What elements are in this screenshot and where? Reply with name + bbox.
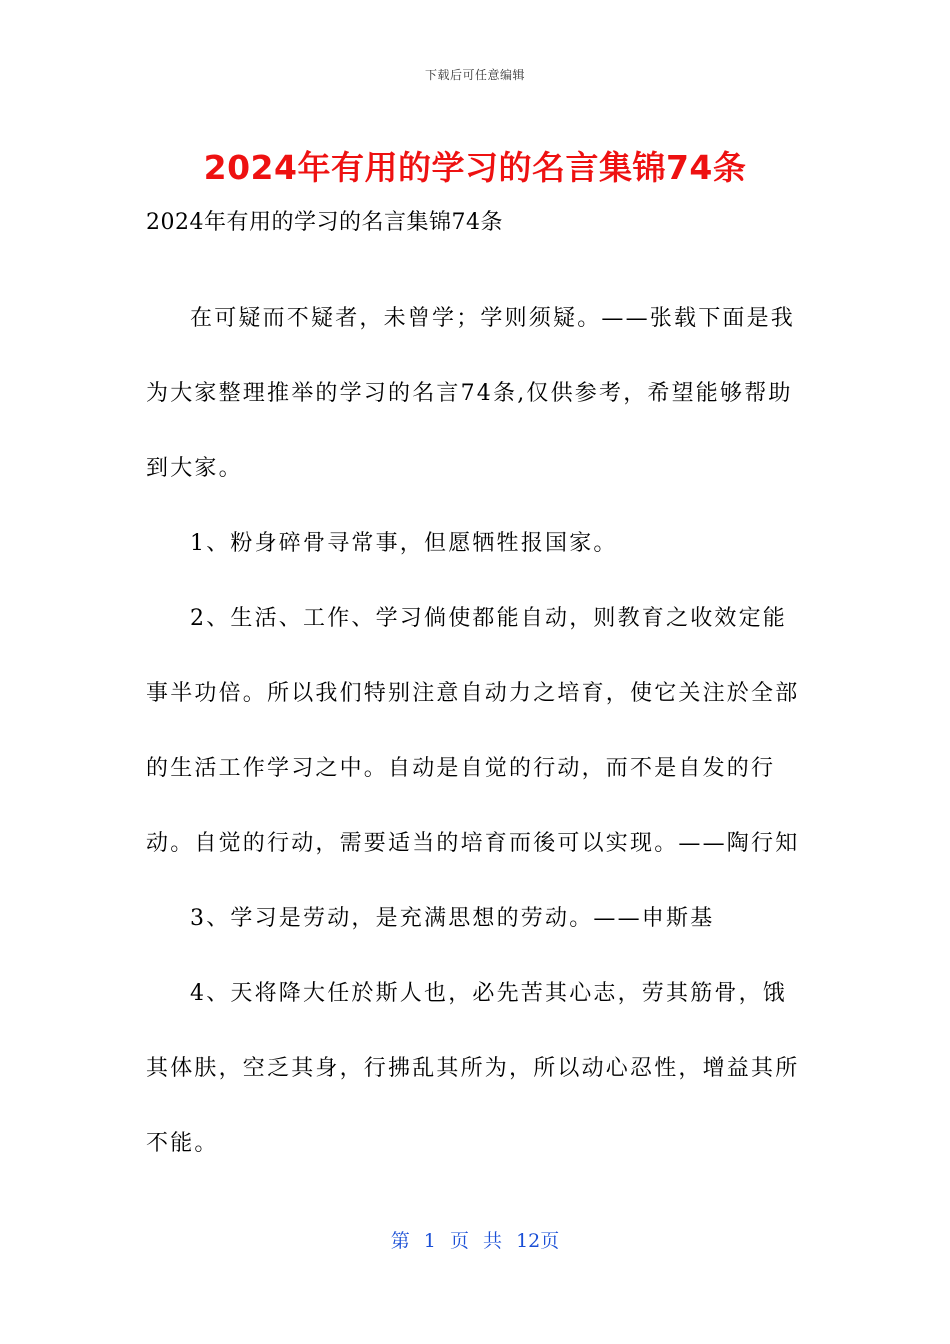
footer-current-page: 1 (423, 1230, 436, 1252)
paragraph-quote-3: 3、学习是劳动，是充满思想的劳动。——申斯基 (190, 906, 715, 931)
paragraph-quote-4: 4、天将降大任於斯人也，必先苦其心志，劳其筋骨，饿其体肤，空乏其身，行拂乱其所为，所以动心忍性，增益其所不能。 (146, 981, 800, 1156)
document-title: 2024年有用的学习的名言集锦74条 (203, 148, 747, 187)
header-note: 下载后可任意编辑 (424, 68, 525, 82)
footer-total-pages: 12页 (516, 1230, 560, 1252)
page-footer (0, 1226, 950, 1253)
footer-total-word: 共 (483, 1230, 503, 1252)
document-subtitle: 2024年有用的学习的名言集锦74条 (146, 210, 503, 235)
paragraph-quote-2: 2、生活、工作、学习倘使都能自动，则教育之收效定能事半功倍。所以我们特别注意自动力之培育，使它关注於全部的生活工作学习之中。自动是自觉的行动，而不是自发的行动。自觉的行动，需要适当的培育而後可以实现。——陶行知 (146, 606, 800, 856)
paragraph-quote-1: 1、粉身碎骨寻常事，但愿牺牲报国家。 (190, 531, 618, 556)
paragraph-intro: 在可疑而不疑者，未曾学；学则须疑。——张载下面是我为大家整理推举的学习的名言74条,仅供参考，希望能够帮助到大家。 (146, 306, 796, 481)
footer-prefix: 第 (390, 1230, 410, 1252)
document-body (146, 198, 806, 1181)
footer-page-word: 页 (449, 1230, 469, 1252)
